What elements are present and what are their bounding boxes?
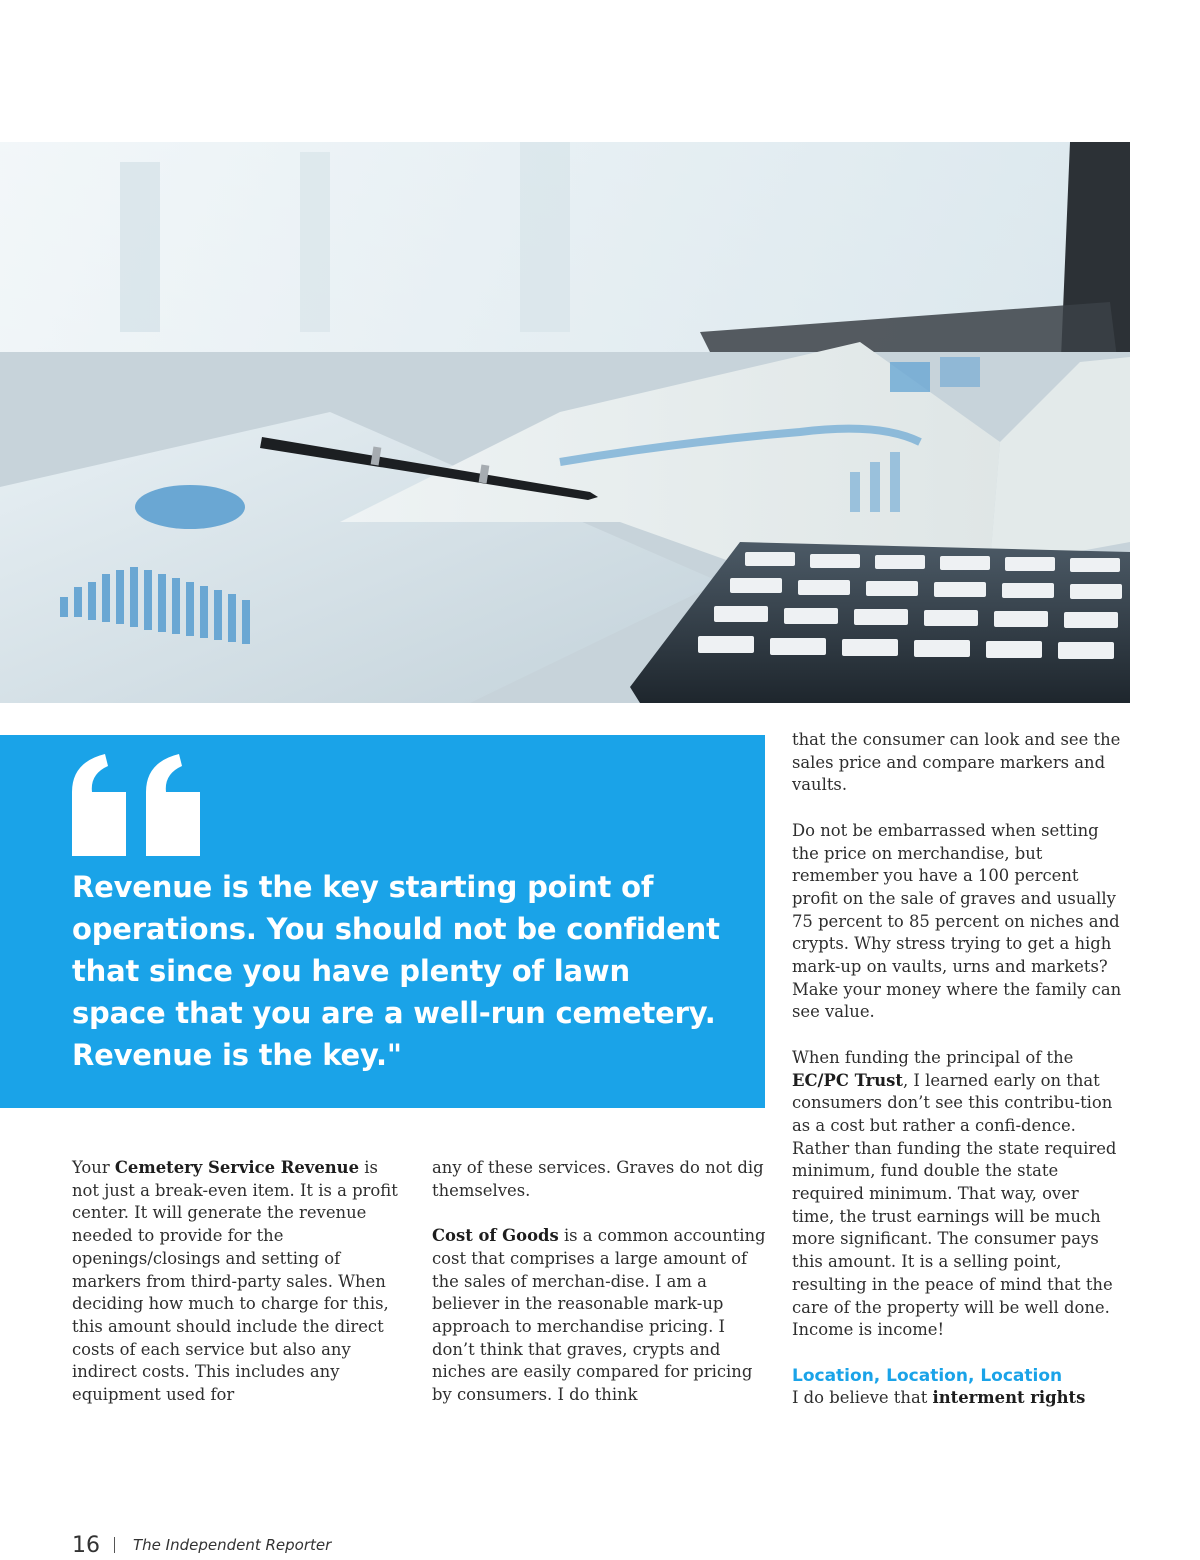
paragraph: Location, Location, Location I do believe that interment rights xyxy=(792,1365,1122,1410)
quote-mark-icon xyxy=(70,752,210,862)
page-footer xyxy=(72,1530,331,1560)
publication-name: The Independent Reporter xyxy=(133,1536,332,1554)
article-column-3 xyxy=(792,729,1122,1410)
pull-quote-text: Revenue is the key starting point of operations. You should not be confident that since you have plenty of lawn space that you are a well-run cemetery. Revenue is the key." xyxy=(72,870,720,1072)
bold-term: Cemetery Service Revenue xyxy=(114,1158,360,1177)
desk-report-illustration xyxy=(0,142,1130,703)
bold-term: interment rights xyxy=(932,1388,1086,1408)
section-subhead: Location, Location, Location xyxy=(792,1365,1063,1386)
article-column-1 xyxy=(72,1157,402,1429)
paragraph: Cost of Goods is a common accounting cost that comprises a large amount of the sales of merchan-dise. I am a believer in the reasonable mark-up approach to merchandise pricing. I don’t think that graves, crypts and niches are easily compared for pricing by consumers. I do think xyxy=(432,1226,766,1405)
paragraph: any of these services. Graves do not dig themselves. xyxy=(432,1158,764,1200)
bold-term: Cost of Goods xyxy=(432,1226,559,1246)
hero-photo xyxy=(0,142,1130,703)
page-number: 16 xyxy=(72,1532,100,1558)
paragraph: When funding the principal of the EC/PC Trust, I learned early on that consumers don’t see this contribu-tion as a cost but rather a confi-dence. Rather than funding the state required minimum, fund double the state required minimum. That way, over time, the trust earnings will be much more significant. The consumer pays this amount. It is a selling point, resulting in the peace of mind that the care of the property will be well done. Income is income! xyxy=(792,1047,1117,1340)
article-column-2 xyxy=(432,1157,772,1429)
paragraph: Your Cemetery Service Revenue is not just a break-even item. It is a profit center. It will generate the revenue needed to provide for the openings/closings and setting of markers from third-party sales. When deciding how much to charge for this, this amount should include the direct costs of each service but also any indirect costs. This includes any equipment used for xyxy=(72,1158,398,1405)
bold-term: EC/PC Trust xyxy=(792,1070,903,1090)
paragraph: that the consumer can look and see the sales price and compare markers and vaults. xyxy=(792,730,1121,795)
footer-divider xyxy=(114,1537,115,1553)
paragraph: Do not be embarrassed when setting the price on merchandise, but remember you have a 100 percent profit on the sale of graves and usually 75 percent to 85 percent on niches and crypts. Why stress trying to get a high mark-up on vaults, urns and markets? Make your money where the family can see value. xyxy=(792,820,1122,1022)
